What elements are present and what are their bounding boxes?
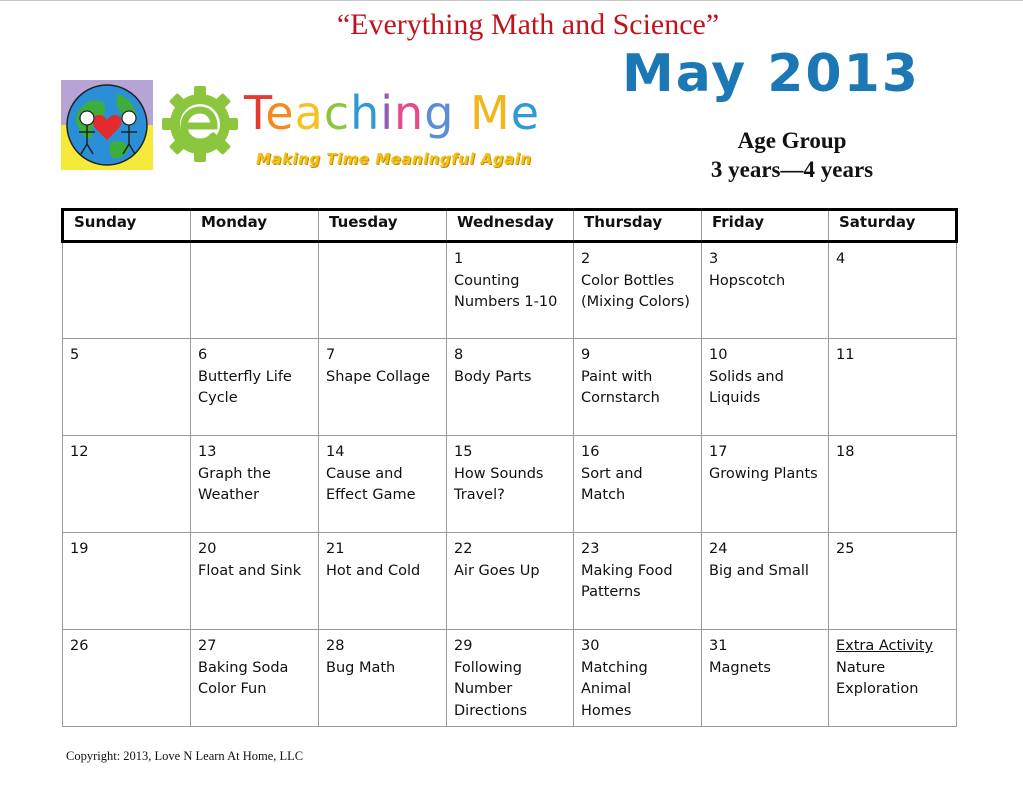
activity-text: Making Food [581,562,673,579]
day-cell [191,242,319,339]
day-number: 3 [709,251,719,267]
day-cell [319,436,447,533]
activity-text: Directions [454,702,528,719]
tagline: “Everything Math and Science” [336,8,720,41]
activity-text: Butterfly Life [198,368,292,385]
activity-text: Cornstarch [581,390,660,406]
day-number: 14 [326,444,345,460]
extra-activity-title: Extra Activity [836,638,934,654]
day-number: 16 [581,444,600,460]
week-row [63,436,957,533]
month-title: May 2013 [622,44,920,104]
brand-letter: h [350,86,381,140]
day-cell [574,436,702,533]
brand-letter: M [470,86,511,140]
day-number: 9 [581,347,591,363]
day-cell [829,630,957,727]
top-rule [0,0,1023,1]
day-number: 30 [581,638,600,654]
day-cell [702,533,829,630]
weekday-sunday: Sunday [63,210,191,242]
activity-text: Solids and [709,368,784,385]
day-number: 1 [454,251,464,267]
day-number: 4 [836,251,846,267]
day-number: 23 [581,541,600,557]
activity-text: Paint with [581,368,653,385]
day-number: 29 [454,638,473,654]
weekday-tuesday: Tuesday [319,210,447,242]
weekday-header-row [63,210,957,242]
brand-letter: i [380,86,395,140]
day-number: 26 [70,638,89,654]
activity-text: Sort and [581,465,643,482]
day-number: 28 [326,638,345,654]
day-number: 13 [198,444,217,460]
activity-text: Bug Math [326,659,396,676]
activity-text: Magnets [709,659,771,676]
week-row [63,630,957,727]
day-cell [574,242,702,339]
activity-text: Color Fun [198,681,267,697]
day-cell [574,533,702,630]
activity-text: Homes [581,702,632,719]
weekday-thursday: Thursday [574,210,702,242]
activity-text: Nature [836,659,886,676]
activity-text: Animal [581,681,632,697]
weekday-saturday: Saturday [829,210,957,242]
day-cell [447,533,574,630]
brand-letter: T [244,86,266,140]
day-cell [191,436,319,533]
day-cell [829,242,957,339]
day-number: 10 [709,347,728,363]
brand-letter: c [323,86,351,140]
day-number: 25 [836,541,855,557]
day-cell [191,630,319,727]
activity-text: Patterns [581,584,641,600]
earth-kids-logo-icon [61,80,153,170]
activity-text: Growing Plants [709,465,818,482]
day-number: 11 [836,347,855,363]
day-number: 17 [709,444,728,460]
day-cell [702,436,829,533]
brand-wordmark [244,86,540,140]
brand-letter: a [294,86,324,140]
activity-text: Following [454,659,522,676]
day-cell [63,533,191,630]
activity-text: Match [581,487,626,503]
day-number: 12 [70,444,89,460]
day-number: 2 [581,251,591,267]
age-group [690,126,894,184]
day-cell [447,630,574,727]
day-cell [63,242,191,339]
activity-text: Numbers 1-10 [454,294,558,310]
activity-text: Exploration [836,681,919,697]
day-cell [829,339,957,436]
day-cell [319,242,447,339]
day-number: 20 [198,541,217,557]
age-group-range: 3 years—4 years [710,157,874,182]
brand-letter: n [394,86,425,140]
day-cell [319,533,447,630]
activity-text: Number [454,681,513,697]
activity-text: How Sounds [454,465,544,482]
activity-text: Liquids [709,390,761,406]
week-row [63,533,957,630]
activity-text: Shape Collage [326,368,431,385]
activity-text: (Mixing Colors) [581,294,690,310]
day-number: 7 [326,347,336,363]
activity-text: Cycle [198,390,238,406]
day-cell [447,339,574,436]
activity-text: Matching [581,659,648,676]
week-row [63,339,957,436]
day-cell [829,533,957,630]
day-cell [574,339,702,436]
weekday-friday: Friday [702,210,829,242]
week-row [63,242,957,339]
gear-e-logo-icon [160,84,240,164]
day-number: 31 [709,638,728,654]
day-cell [191,533,319,630]
day-cell [702,630,829,727]
age-group-label: Age Group [737,128,847,153]
brand-letter: g [424,86,455,140]
day-cell [63,436,191,533]
activity-text: Color Bottles [581,272,675,289]
activity-text: Travel? [454,487,505,503]
activity-text: Big and Small [709,562,809,579]
day-cell [319,630,447,727]
day-cell [447,436,574,533]
day-cell [574,630,702,727]
weekday-wednesday: Wednesday [447,210,574,242]
day-cell [63,339,191,436]
brand-slogan: Making Time Meaningful Again [256,150,532,168]
activity-text: Graph the [198,465,271,482]
day-cell [63,630,191,727]
day-number: 27 [198,638,217,654]
day-cell [191,339,319,436]
day-number: 21 [326,541,345,557]
brand-letter [454,86,470,140]
activity-text: Effect Game [326,487,416,503]
calendar-table [61,208,958,727]
brand-letter: e [265,86,295,140]
brand-letter: e [510,86,541,140]
day-number: 8 [454,347,464,363]
day-cell [447,242,574,339]
activity-text: Hot and Cold [326,562,421,579]
day-cell [702,242,829,339]
day-cell [319,339,447,436]
day-number: 5 [70,347,80,363]
weekday-monday: Monday [191,210,319,242]
activity-text: Air Goes Up [454,562,540,579]
activity-text: Body Parts [454,368,532,385]
activity-text: Weather [198,487,260,503]
day-cell [829,436,957,533]
day-number: 19 [70,541,89,557]
activity-text: Hopscotch [709,272,786,289]
day-number: 15 [454,444,473,460]
activity-text: Float and Sink [198,562,302,579]
day-cell [702,339,829,436]
day-number: 18 [836,444,855,460]
activity-text: Counting [454,272,520,289]
activity-text: Cause and [326,465,403,482]
day-number: 22 [454,541,473,557]
day-number: 6 [198,347,208,363]
copyright: Copyright: 2013, Love N Learn At Home, LLC [66,749,304,763]
day-number: 24 [709,541,728,557]
activity-text: Baking Soda [198,659,289,676]
